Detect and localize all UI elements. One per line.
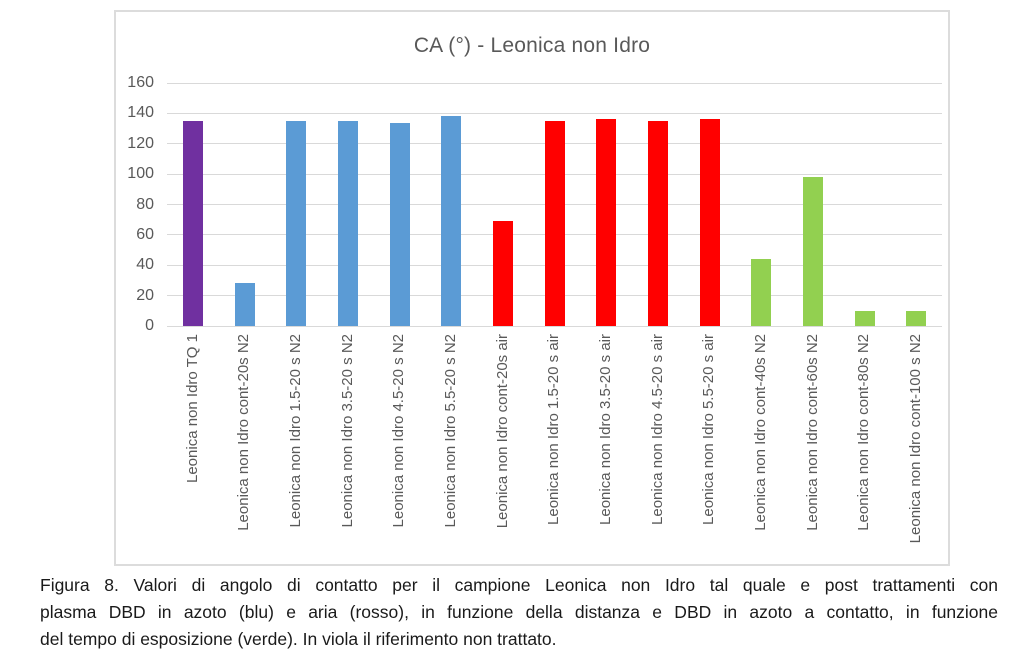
bar-13: [855, 311, 875, 326]
bar-6: [493, 221, 513, 326]
caption-line: plasma DBD in azoto (blu) e aria (rosso), in funzione della distanza e DBD in azoto a contatto, in funzione: [40, 602, 998, 622]
x-label-slot-3: [322, 334, 374, 527]
x-label-slot-4: [374, 334, 426, 527]
y-tick-label-60: 60: [136, 225, 154, 243]
x-category-label: Leonica non Idro 3.5-20 s air: [596, 334, 614, 525]
x-category-label: Leonica non Idro TQ 1: [183, 334, 201, 483]
x-category-label: Leonica non Idro cont-40s N2: [751, 334, 769, 531]
x-category-label: Leonica non Idro cont-100 s N2: [906, 334, 924, 544]
y-tick-label-140: 140: [127, 104, 154, 122]
bar-5: [441, 116, 461, 326]
bar-9: [648, 121, 668, 326]
x-label-slot-9: [632, 334, 684, 525]
x-label-slot-6: [477, 334, 529, 528]
y-tick-label-100: 100: [127, 165, 154, 183]
bar-14: [906, 311, 926, 326]
bar-10: [700, 119, 720, 326]
bar-12: [803, 177, 823, 326]
x-label-slot-8: [580, 334, 632, 525]
x-category-label: Leonica non Idro 5.5-20 s N2: [441, 334, 459, 528]
chart-title: CA (°) - Leonica non Idro: [413, 34, 651, 57]
caption-line: Figura 8. Valori di angolo di contatto per il campione Leonica non Idro tal quale e post trattamenti con: [40, 575, 998, 595]
x-category-label: Leonica non Idro 4.5-20 s N2: [390, 334, 408, 528]
bar-1: [235, 283, 255, 326]
x-category-label: Leonica non Idro 5.5-20 s air: [700, 334, 718, 525]
caption-line: del tempo di esposizione (verde). In viola il riferimento non trattato.: [40, 629, 557, 649]
x-label-slot-2: [270, 334, 322, 527]
x-category-label: Leonica non Idro cont-20s air: [493, 334, 511, 529]
x-category-label: Leonica non Idro 1.5-20 s N2: [286, 334, 304, 528]
bar-2: [286, 121, 306, 326]
chart-figure: [114, 10, 950, 566]
y-tick-label-80: 80: [136, 195, 154, 213]
x-axis-labels: [167, 334, 942, 566]
x-label-slot-1: [219, 334, 271, 531]
bar-8: [596, 119, 616, 326]
x-label-slot-12: [787, 334, 839, 531]
bars-layer: [167, 83, 942, 326]
x-category-label: Leonica non Idro cont-20s N2: [235, 334, 253, 531]
y-tick-label-40: 40: [136, 256, 154, 274]
y-tick-label-20: 20: [136, 286, 154, 304]
plot-area: [167, 83, 942, 326]
y-tick-label-0: 0: [145, 317, 154, 334]
x-label-slot-7: [529, 334, 581, 525]
x-label-slot-13: [839, 334, 891, 531]
y-tick-label-120: 120: [127, 134, 154, 152]
x-category-label: Leonica non Idro 4.5-20 s air: [648, 334, 666, 525]
bar-0: [183, 121, 203, 326]
x-category-label: Leonica non Idro cont-80s N2: [855, 334, 873, 531]
figure-caption: [40, 572, 998, 653]
x-label-slot-10: [684, 334, 736, 525]
bar-4: [390, 123, 410, 327]
x-label-slot-0: [167, 334, 219, 483]
x-label-slot-5: [425, 334, 477, 527]
x-category-label: Leonica non Idro 1.5-20 s air: [545, 334, 563, 525]
x-label-slot-11: [735, 334, 787, 531]
y-tick-label-160: 160: [127, 74, 154, 91]
bar-11: [751, 259, 771, 326]
y-axis-labels: [116, 74, 160, 334]
bar-3: [338, 121, 358, 326]
x-category-label: Leonica non Idro cont-60s N2: [803, 334, 821, 531]
x-category-label: Leonica non Idro 3.5-20 s N2: [338, 334, 356, 528]
bar-7: [545, 121, 565, 326]
x-label-slot-14: [890, 334, 942, 543]
